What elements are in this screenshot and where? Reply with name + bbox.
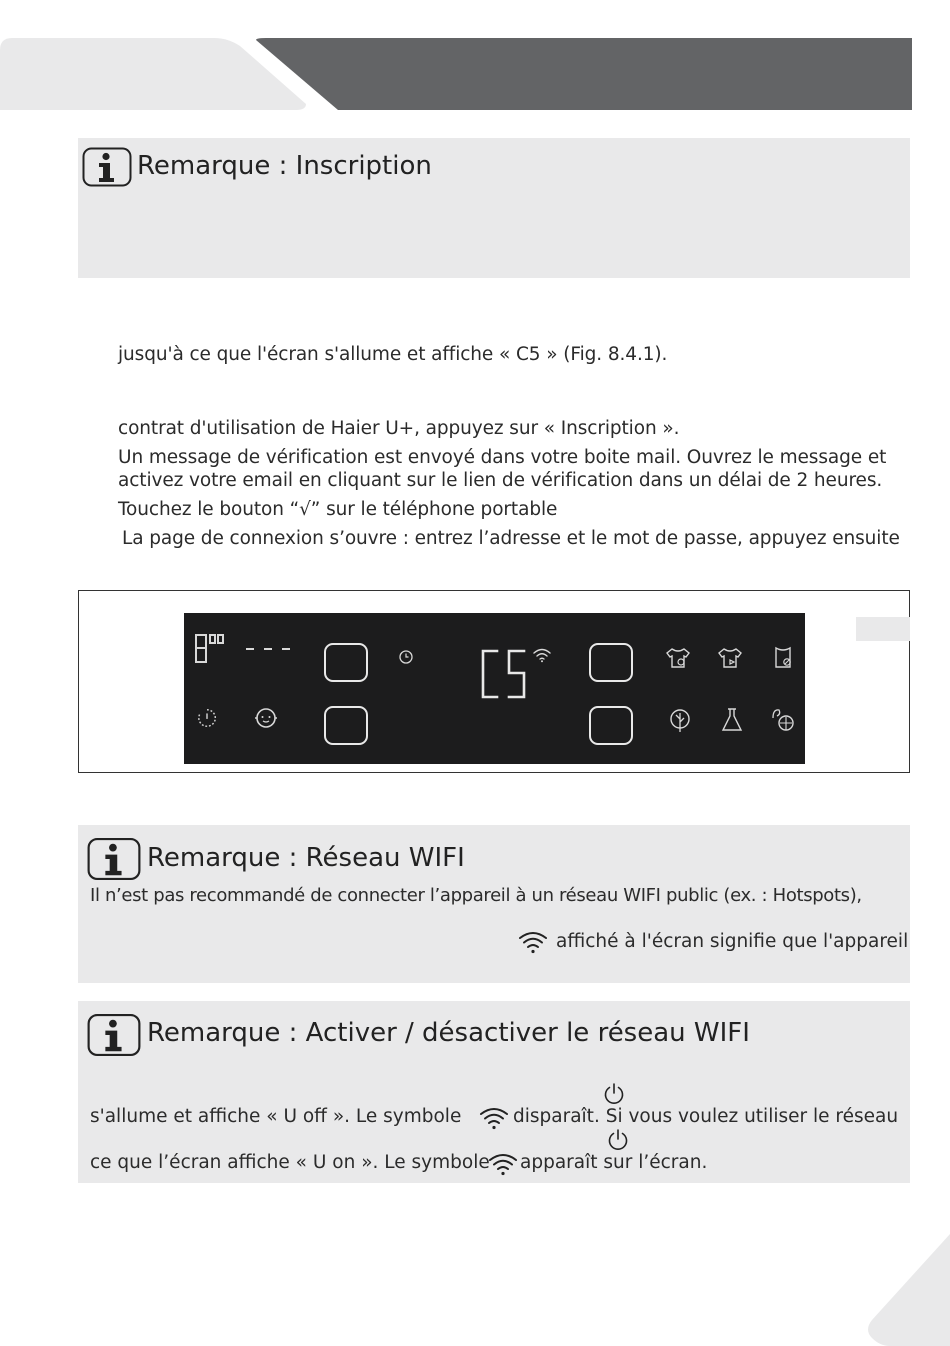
clock-icon	[398, 649, 414, 665]
note-text: s'allume et affiche « U off ». Le symbole	[90, 1106, 462, 1127]
note-title: Remarque : Réseau WIFI	[147, 843, 465, 873]
wifi-icon	[532, 647, 552, 663]
flask-icon	[718, 706, 746, 734]
wool-icon	[769, 706, 797, 734]
control-panel-display	[184, 613, 805, 764]
page-corner-decoration	[866, 1234, 950, 1346]
power-icon	[606, 1128, 630, 1152]
note-title: Remarque : Inscription	[137, 151, 432, 181]
eco-icon	[666, 706, 694, 734]
time-digit-display	[194, 633, 228, 667]
note-text: ce que l’écran affiche « U on ». Le symbole	[90, 1152, 490, 1173]
baby-face-icon	[252, 706, 280, 730]
note-text: disparaît. Si vous voulez utiliser le réseau	[513, 1106, 899, 1127]
info-icon	[87, 837, 141, 881]
panel-button-bottom-right[interactable]	[589, 706, 633, 745]
panel-button-top-right[interactable]	[589, 643, 633, 682]
note-text: apparaît sur l’écran.	[520, 1152, 708, 1173]
note-text: Il n’est pas recommandé de connecter l’appareil à un réseau WIFI public (ex. : Hotspots),	[90, 885, 862, 906]
step-text: Un message de vérification est envoyé dans votre boite mail. Ouvrez le message et	[118, 447, 887, 468]
panel-button-top-left[interactable]	[324, 643, 368, 682]
step-text: La page de connexion s’ouvre : entrez l’adresse et le mot de passe, appuyez ensuite	[122, 528, 900, 549]
note-text: affiché à l'écran signifie que l'appareil	[556, 931, 909, 952]
wifi-icon	[488, 1152, 518, 1176]
power-icon	[602, 1082, 626, 1106]
cotton-icon	[664, 643, 692, 671]
c5-segment-display	[480, 648, 528, 700]
dash-display	[246, 646, 290, 652]
step-text: activez votre email en cliquant sur le lien de vérification dans un délai de 2 heures.	[118, 470, 883, 491]
figure-label-tab	[856, 617, 910, 641]
step-text: jusqu'à ce que l'écran s'allume et affiche « C5 » (Fig. 8.4.1).	[118, 344, 668, 365]
step-text: contrat d'utilisation de Haier U+, appuyez sur « Inscription ».	[118, 418, 680, 439]
wifi-icon	[479, 1106, 509, 1130]
note-title: Remarque : Activer / désactiver le réseau WIFI	[147, 1018, 750, 1048]
wifi-icon	[518, 930, 548, 954]
header-banner-dark	[256, 38, 912, 110]
timer-icon	[196, 707, 218, 729]
mixed-icon	[769, 643, 797, 671]
info-icon	[87, 1013, 141, 1057]
info-icon	[82, 147, 132, 187]
step-text: Touchez le bouton “√” sur le téléphone portable	[118, 499, 558, 520]
synthetic-icon	[716, 643, 744, 671]
panel-button-bottom-left[interactable]	[324, 706, 368, 745]
